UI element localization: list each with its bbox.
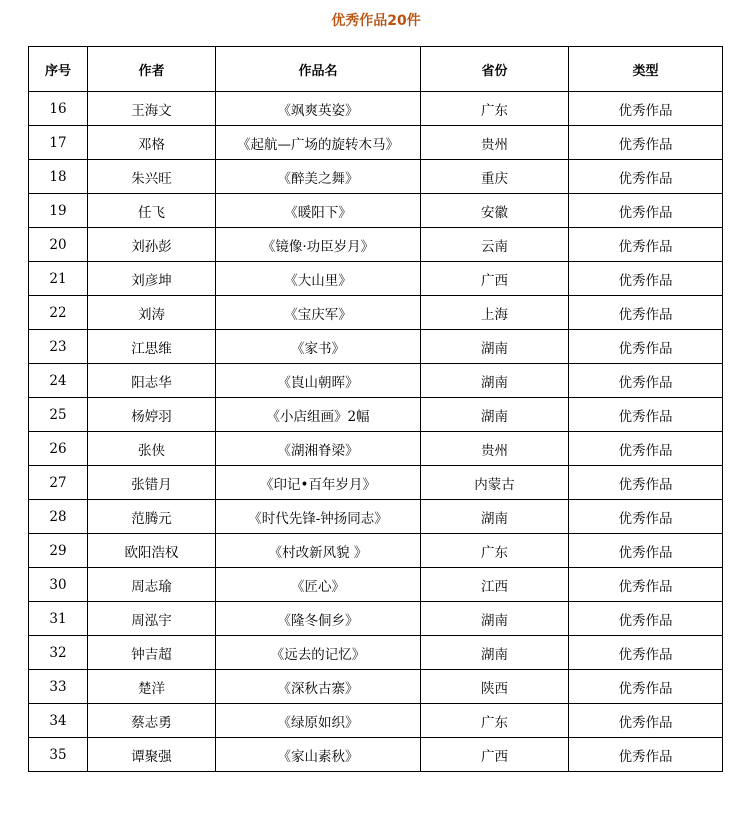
table-row: [29, 534, 723, 568]
cell-author: 刘孙彭: [88, 228, 216, 262]
cell-province: 贵州: [421, 126, 569, 160]
header-province: 省份: [421, 47, 569, 92]
cell-work-name: 《绿原如织》: [216, 704, 421, 738]
cell-province: 广东: [421, 92, 569, 126]
cell-province: 湖南: [421, 500, 569, 534]
cell-author: 周志瑜: [88, 568, 216, 602]
cell-province: 陕西: [421, 670, 569, 704]
cell-type: 优秀作品: [569, 296, 723, 330]
cell-author: 钟吉超: [88, 636, 216, 670]
cell-work-name: 《暖阳下》: [216, 194, 421, 228]
cell-index: 16: [29, 92, 88, 126]
cell-work-name: 《宝庆军》: [216, 296, 421, 330]
cell-author: 谭聚强: [88, 738, 216, 772]
cell-type: 优秀作品: [569, 534, 723, 568]
cell-index: 27: [29, 466, 88, 500]
page-title: 优秀作品20件: [331, 13, 421, 29]
table-row: [29, 568, 723, 602]
cell-author: 江思维: [88, 330, 216, 364]
cell-type: 优秀作品: [569, 500, 723, 534]
cell-work-name: 《家山素秋》: [216, 738, 421, 772]
table-row: [29, 160, 723, 194]
table-header-row: [29, 47, 723, 92]
cell-province: 安徽: [421, 194, 569, 228]
cell-index: 23: [29, 330, 88, 364]
cell-index: 26: [29, 432, 88, 466]
cell-work-name: 《醉美之舞》: [216, 160, 421, 194]
table-row: [29, 262, 723, 296]
cell-work-name: 《起航—广场的旋转木马》: [216, 126, 421, 160]
cell-type: 优秀作品: [569, 432, 723, 466]
cell-index: 34: [29, 704, 88, 738]
cell-index: 30: [29, 568, 88, 602]
cell-type: 优秀作品: [569, 602, 723, 636]
cell-type: 优秀作品: [569, 568, 723, 602]
cell-province: 广西: [421, 262, 569, 296]
cell-work-name: 《大山里》: [216, 262, 421, 296]
table-row: [29, 738, 723, 772]
cell-author: 邓格: [88, 126, 216, 160]
cell-type: 优秀作品: [569, 262, 723, 296]
header-author: 作者: [88, 47, 216, 92]
cell-province: 贵州: [421, 432, 569, 466]
cell-work-name: 《小店组画》2幅: [216, 398, 421, 432]
table-row: [29, 500, 723, 534]
cell-author: 张错月: [88, 466, 216, 500]
cell-index: 35: [29, 738, 88, 772]
cell-type: 优秀作品: [569, 670, 723, 704]
cell-index: 31: [29, 602, 88, 636]
cell-work-name: 《深秋古寨》: [216, 670, 421, 704]
cell-type: 优秀作品: [569, 398, 723, 432]
cell-index: 22: [29, 296, 88, 330]
cell-province: 湖南: [421, 602, 569, 636]
table-row: [29, 704, 723, 738]
cell-index: 25: [29, 398, 88, 432]
table-row: [29, 296, 723, 330]
cell-author: 刘涛: [88, 296, 216, 330]
table-row: [29, 126, 723, 160]
table-row: [29, 432, 723, 466]
cell-work-name: 《湖湘脊梁》: [216, 432, 421, 466]
cell-author: 阳志华: [88, 364, 216, 398]
cell-type: 优秀作品: [569, 364, 723, 398]
cell-type: 优秀作品: [569, 704, 723, 738]
cell-province: 广西: [421, 738, 569, 772]
cell-index: 19: [29, 194, 88, 228]
cell-province: 广东: [421, 704, 569, 738]
header-type: 类型: [569, 47, 723, 92]
cell-author: 王海文: [88, 92, 216, 126]
cell-province: 云南: [421, 228, 569, 262]
cell-province: 湖南: [421, 636, 569, 670]
cell-work-name: 《村改新风貌 》: [216, 534, 421, 568]
works-table: [28, 46, 723, 772]
table-body: [29, 92, 723, 772]
cell-index: 32: [29, 636, 88, 670]
cell-type: 优秀作品: [569, 160, 723, 194]
cell-index: 21: [29, 262, 88, 296]
cell-work-name: 《印记•百年岁月》: [216, 466, 421, 500]
cell-author: 范腾元: [88, 500, 216, 534]
cell-index: 24: [29, 364, 88, 398]
cell-province: 湖南: [421, 398, 569, 432]
cell-author: 欧阳浩权: [88, 534, 216, 568]
cell-work-name: 《隆冬侗乡》: [216, 602, 421, 636]
cell-index: 29: [29, 534, 88, 568]
table-row: [29, 330, 723, 364]
cell-author: 张侠: [88, 432, 216, 466]
table-row: [29, 92, 723, 126]
table-row: [29, 398, 723, 432]
cell-author: 杨婷羽: [88, 398, 216, 432]
cell-type: 优秀作品: [569, 194, 723, 228]
table-row: [29, 466, 723, 500]
cell-author: 朱兴旺: [88, 160, 216, 194]
cell-author: 周泓宇: [88, 602, 216, 636]
table-row: [29, 670, 723, 704]
cell-work-name: 《家书》: [216, 330, 421, 364]
cell-author: 蔡志勇: [88, 704, 216, 738]
cell-work-name: 《时代先锋-钟扬同志》: [216, 500, 421, 534]
cell-work-name: 《匠心》: [216, 568, 421, 602]
table-row: [29, 228, 723, 262]
cell-type: 优秀作品: [569, 228, 723, 262]
cell-type: 优秀作品: [569, 738, 723, 772]
table-row: [29, 364, 723, 398]
table-row: [29, 636, 723, 670]
cell-province: 上海: [421, 296, 569, 330]
cell-work-name: 《崀山朝晖》: [216, 364, 421, 398]
cell-province: 江西: [421, 568, 569, 602]
cell-province: 内蒙古: [421, 466, 569, 500]
cell-province: 湖南: [421, 364, 569, 398]
cell-type: 优秀作品: [569, 330, 723, 364]
cell-index: 28: [29, 500, 88, 534]
cell-type: 优秀作品: [569, 92, 723, 126]
cell-index: 33: [29, 670, 88, 704]
cell-province: 湖南: [421, 330, 569, 364]
cell-type: 优秀作品: [569, 126, 723, 160]
cell-index: 17: [29, 126, 88, 160]
cell-type: 优秀作品: [569, 636, 723, 670]
cell-index: 18: [29, 160, 88, 194]
cell-author: 任飞: [88, 194, 216, 228]
table-row: [29, 602, 723, 636]
cell-province: 重庆: [421, 160, 569, 194]
cell-work-name: 《镜像·功臣岁月》: [216, 228, 421, 262]
cell-work-name: 《远去的记忆》: [216, 636, 421, 670]
cell-index: 20: [29, 228, 88, 262]
cell-author: 刘彦坤: [88, 262, 216, 296]
header-work-name: 作品名: [216, 47, 421, 92]
cell-type: 优秀作品: [569, 466, 723, 500]
table-row: [29, 194, 723, 228]
cell-author: 楚洋: [88, 670, 216, 704]
cell-province: 广东: [421, 534, 569, 568]
header-index: 序号: [29, 47, 88, 92]
cell-work-name: 《飒爽英姿》: [216, 92, 421, 126]
